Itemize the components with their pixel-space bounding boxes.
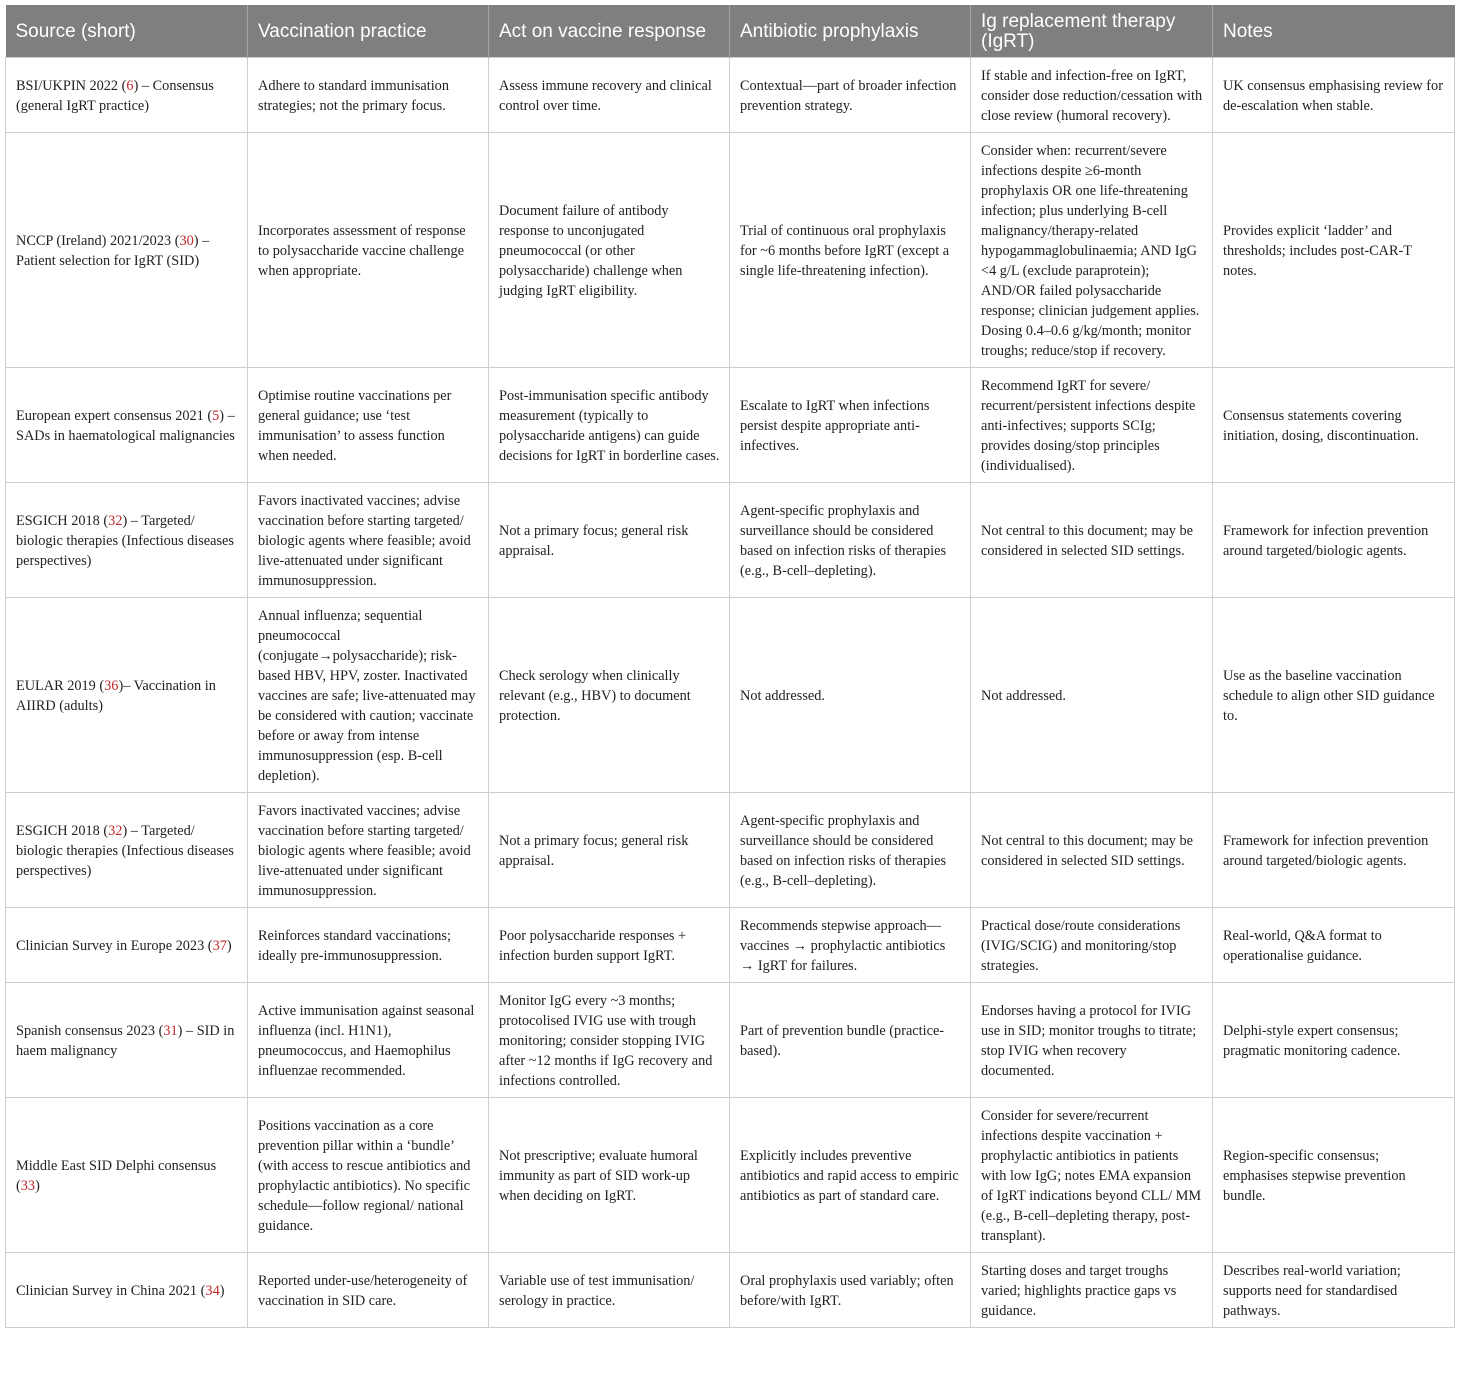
table-row xyxy=(6,907,1455,982)
reference-link[interactable]: 6 xyxy=(126,77,134,94)
reference-link[interactable]: 30 xyxy=(179,232,194,249)
table-row xyxy=(6,1252,1455,1327)
source-text-end: ) xyxy=(35,1177,40,1194)
source-text-end: ) – SADs in haematological malignancies xyxy=(16,407,235,444)
cell-source xyxy=(6,982,248,1097)
cell-antibiotic: Not addressed. xyxy=(730,597,971,792)
source-text-end: ) xyxy=(226,937,232,954)
cell-igrt: Endorses having a protocol for IVIG use in SID; monitor troughs to titrate; stop IVIG when recovery documented. xyxy=(971,982,1213,1097)
cell-source xyxy=(6,1097,248,1252)
cell-antibiotic: Trial of continuous oral prophylaxis for ~6 months before IgRT (except a single life-threatening infection). xyxy=(730,132,971,367)
cell-vaccination: Favors inactivated vaccines; advise vaccination before starting targeted/ biologic agents where feasible; avoid live-attenuated under significant immunosuppression. xyxy=(248,792,489,907)
cell-source xyxy=(6,907,248,982)
cell-source xyxy=(6,132,248,367)
reference-link[interactable]: 5 xyxy=(212,407,220,424)
cell-antibiotic: Recommends stepwise approach— vaccines → prophylactic antibiotics → IgRT for failures. xyxy=(730,907,971,982)
cell-response: Post-immunisation specific antibody measurement (typically to polysaccharide antigens) can guide decisions for IgRT in borderline cases. xyxy=(489,367,730,482)
cell-vaccination: Incorporates assessment of response to polysaccharide vaccine challenge when appropriate. xyxy=(248,132,489,367)
cell-antibiotic: Oral prophylaxis used variably; often before/with IgRT. xyxy=(730,1252,971,1327)
reference-link[interactable]: 33 xyxy=(20,1177,36,1194)
header-row xyxy=(6,5,1455,57)
cell-notes: Consensus statements covering initiation, dosing, discontinuation. xyxy=(1213,367,1455,482)
cell-response: Not prescriptive; evaluate humoral immunity as part of SID work-up when deciding on IgRT. xyxy=(489,1097,730,1252)
cell-vaccination: Positions vaccination as a core prevention pillar within a ‘bundle’ (with access to rescue antibiotics and prophylactic antibiotics). No specific schedule—follow regional/ national guidance. xyxy=(248,1097,489,1252)
cell-source xyxy=(6,1252,248,1327)
cell-antibiotic: Agent-specific prophylaxis and surveillance should be considered based on infection risks of therapies (e.g., B-cell–depleting). xyxy=(730,792,971,907)
cell-response: Monitor IgG every ~3 months; protocolised IVIG use with trough monitoring; consider stopping IVIG after ~12 months if IgG recovery and infections controlled. xyxy=(489,982,730,1097)
reference-link[interactable]: 31 xyxy=(163,1022,178,1039)
source-text-end: ) xyxy=(219,1282,225,1299)
cell-antibiotic: Escalate to IgRT when infections persist despite appropriate anti-infectives. xyxy=(730,367,971,482)
table-row xyxy=(6,1097,1455,1252)
cell-response: Document failure of antibody response to unconjugated pneumococcal (or other polysaccharide) challenge when judging IgRT eligibility. xyxy=(489,132,730,367)
source-text-end: ) – SID in haem malignancy xyxy=(16,1022,235,1059)
cell-source xyxy=(6,792,248,907)
table-row xyxy=(6,792,1455,907)
cell-antibiotic: Explicitly includes preventive antibiotics and rapid access to empiric antibiotics as part of standard care. xyxy=(730,1097,971,1252)
cell-notes: Region-specific consensus; emphasises stepwise prevention bundle. xyxy=(1213,1097,1455,1252)
cell-vaccination: Reported under-use/heterogeneity of vaccination in SID care. xyxy=(248,1252,489,1327)
cell-vaccination: Favors inactivated vaccines; advise vaccination before starting targeted/ biologic agents where feasible; avoid live-attenuated under significant immunosuppression. xyxy=(248,482,489,597)
source-text: ESGICH 2018 ( xyxy=(16,512,109,529)
source-text: Clinician Survey in Europe 2023 ( xyxy=(16,937,213,954)
source-text: European expert consensus 2021 ( xyxy=(16,407,213,424)
header-source: Source (short) xyxy=(6,5,248,57)
cell-notes: Delphi-style expert consensus; pragmatic monitoring cadence. xyxy=(1213,982,1455,1097)
cell-source xyxy=(6,597,248,792)
cell-antibiotic: Part of prevention bundle (practice-based). xyxy=(730,982,971,1097)
table-row xyxy=(6,367,1455,482)
source-text-end: ) – Targeted/ biologic therapies (Infectious diseases perspectives) xyxy=(16,822,234,879)
cell-source xyxy=(6,482,248,597)
cell-response: Poor polysaccharide responses + infection burden support IgRT. xyxy=(489,907,730,982)
cell-antibiotic: Contextual—part of broader infection prevention strategy. xyxy=(730,57,971,132)
cell-notes: Real-world, Q&A format to operationalise guidance. xyxy=(1213,907,1455,982)
cell-response: Variable use of test immunisation/ serology in practice. xyxy=(489,1252,730,1327)
cell-vaccination: Reinforces standard vaccinations; ideally pre-immunosuppression. xyxy=(248,907,489,982)
reference-link[interactable]: 32 xyxy=(108,512,123,529)
cell-notes: UK consensus emphasising review for de-escalation when stable. xyxy=(1213,57,1455,132)
cell-notes: Provides explicit ‘ladder’ and thresholds; includes post-CAR-T notes. xyxy=(1213,132,1455,367)
cell-igrt: Consider when: recurrent/severe infections despite ≥6-month prophylaxis OR one life-threatening infection; plus underlying B-cell malignancy/therapy-related hypogammaglobulinaemia; AND IgG <4 g/L (exclude paraprotein); AND/OR failed polysaccharide response; clinician judgement applies. Dosing 0.4–0.6 g/kg/month; monitor troughs; reduce/stop if recovery. xyxy=(971,132,1213,367)
header-vaccination: Vaccination practice xyxy=(248,5,489,57)
cell-notes: Framework for infection prevention around targeted/biologic agents. xyxy=(1213,792,1455,907)
header-response: Act on vaccine response xyxy=(489,5,730,57)
cell-response: Not a primary focus; general risk appraisal. xyxy=(489,482,730,597)
reference-link[interactable]: 37 xyxy=(212,937,227,954)
cell-igrt: Consider for severe/recurrent infections despite vaccination + prophylactic antibiotics in patients with low IgG; notes EMA expansion of IgRT indications beyond CLL/ MM (e.g., B-cell–depleting therapy, post-transplant). xyxy=(971,1097,1213,1252)
table-row xyxy=(6,482,1455,597)
cell-vaccination: Optimise routine vaccinations per general guidance; use ‘test immunisation’ to assess function when needed. xyxy=(248,367,489,482)
cell-antibiotic: Agent-specific prophylaxis and surveillance should be considered based on infection risks of therapies (e.g., B-cell–depleting). xyxy=(730,482,971,597)
cell-source xyxy=(6,57,248,132)
source-text: Spanish consensus 2023 ( xyxy=(16,1022,164,1039)
reference-link[interactable]: 32 xyxy=(108,822,123,839)
source-text: BSI/UKPIN 2022 ( xyxy=(16,77,127,94)
header-notes: Notes xyxy=(1213,5,1455,57)
table-header xyxy=(6,5,1455,57)
source-text-end: ) – Targeted/ biologic therapies (Infectious diseases perspectives) xyxy=(16,512,234,569)
header-igrt: Ig replacement therapy (IgRT) xyxy=(971,5,1213,57)
table-row xyxy=(6,597,1455,792)
cell-igrt: Not central to this document; may be considered in selected SID settings. xyxy=(971,792,1213,907)
table-body xyxy=(6,57,1455,1327)
cell-notes: Framework for infection prevention around targeted/biologic agents. xyxy=(1213,482,1455,597)
reference-link[interactable]: 34 xyxy=(205,1282,220,1299)
cell-notes: Describes real-world variation; supports need for standardised pathways. xyxy=(1213,1252,1455,1327)
source-text-end: ) – Patient selection for IgRT (SID) xyxy=(16,232,210,269)
table-row xyxy=(6,982,1455,1097)
guidance-table xyxy=(5,5,1455,1328)
source-text: Middle East SID Delphi consensus ( xyxy=(16,1157,217,1194)
cell-vaccination: Adhere to standard immunisation strategies; not the primary focus. xyxy=(248,57,489,132)
table-row xyxy=(6,57,1455,132)
source-text: ESGICH 2018 ( xyxy=(16,822,109,839)
cell-vaccination: Active immunisation against seasonal influenza (incl. H1N1), pneumococcus, and Haemophilus influenzae recommended. xyxy=(248,982,489,1097)
source-text: Clinician Survey in China 2021 ( xyxy=(16,1282,206,1299)
header-antibiotic: Antibiotic prophylaxis xyxy=(730,5,971,57)
cell-igrt: Not central to this document; may be considered in selected SID settings. xyxy=(971,482,1213,597)
cell-igrt: If stable and infection-free on IgRT, consider dose reduction/cessation with close review (humoral recovery). xyxy=(971,57,1213,132)
reference-link[interactable]: 36 xyxy=(104,677,119,694)
cell-response: Not a primary focus; general risk appraisal. xyxy=(489,792,730,907)
cell-source xyxy=(6,367,248,482)
table-row xyxy=(6,132,1455,367)
source-text: EULAR 2019 ( xyxy=(16,677,105,694)
cell-igrt: Starting doses and target troughs varied; highlights practice gaps vs guidance. xyxy=(971,1252,1213,1327)
cell-igrt: Practical dose/route considerations (IVIG/SCIG) and monitoring/stop strategies. xyxy=(971,907,1213,982)
cell-response: Assess immune recovery and clinical control over time. xyxy=(489,57,730,132)
source-text-end: ) – Consensus (general IgRT practice) xyxy=(16,77,214,114)
source-text-end: )– Vaccination in AIIRD (adults) xyxy=(16,677,216,714)
cell-vaccination: Annual influenza; sequential pneumococcal (conjugate→polysaccharide); risk-based HBV, HPV, zoster. Inactivated vaccines are safe; live-attenuated may be considered with caution; vaccinate before or away from intense immunosuppression (esp. B-cell depletion). xyxy=(248,597,489,792)
cell-igrt: Not addressed. xyxy=(971,597,1213,792)
cell-igrt: Recommend IgRT for severe/ recurrent/persistent infections despite anti-infectives; supports SCIg; provides dosing/stop principles (individualised). xyxy=(971,367,1213,482)
cell-notes: Use as the baseline vaccination schedule to align other SID guidance to. xyxy=(1213,597,1455,792)
source-text: NCCP (Ireland) 2021/2023 ( xyxy=(16,232,180,249)
cell-response: Check serology when clinically relevant (e.g., HBV) to document protection. xyxy=(489,597,730,792)
